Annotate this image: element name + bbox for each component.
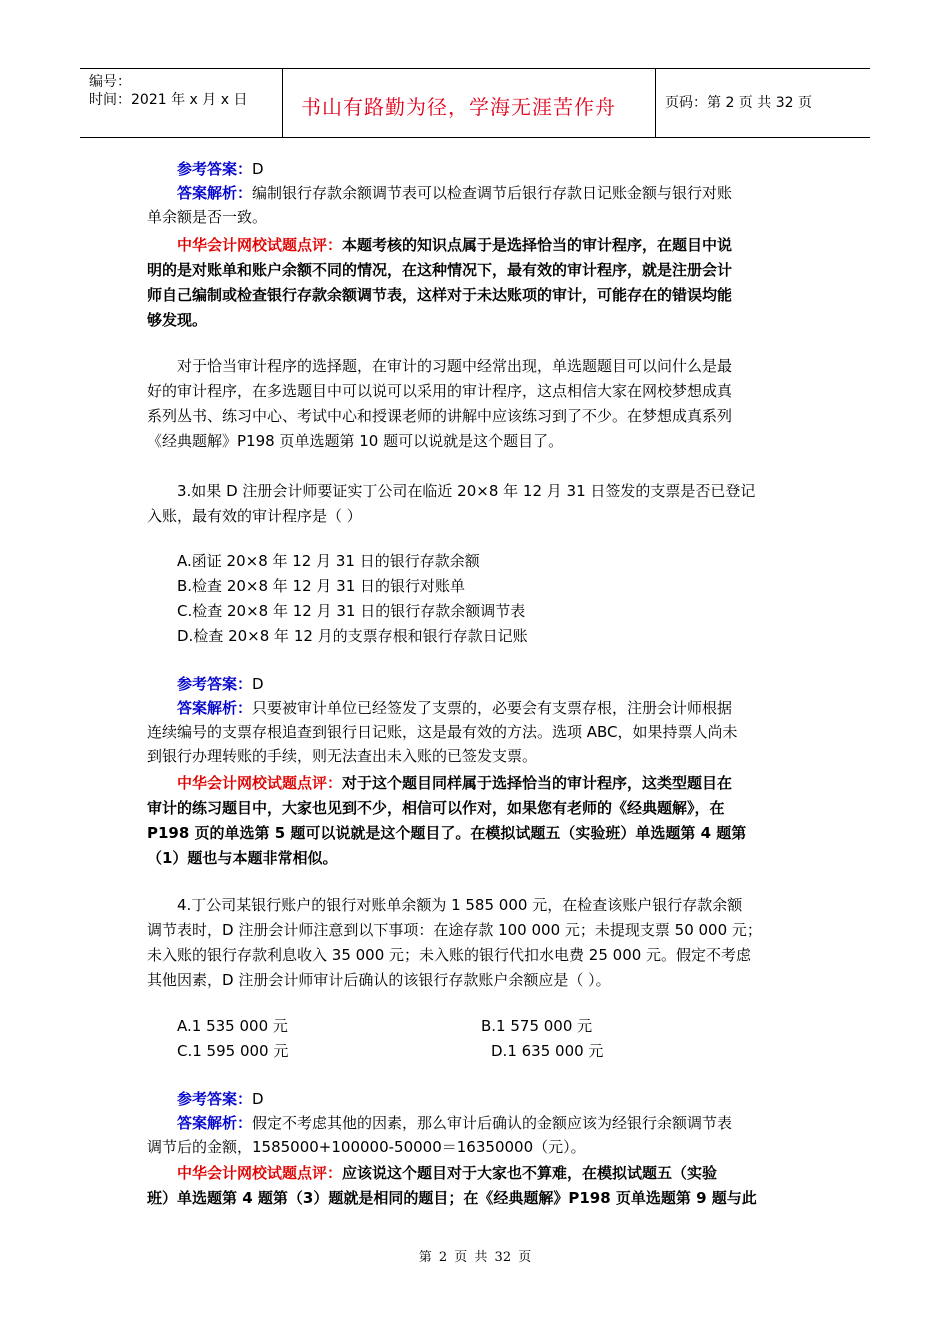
header-meta-cell (80, 69, 283, 137)
q2-comment-line: 中华会计网校试题点评：本题考核的知识点属于是选择恰当的审计程序，在题目中说 (177, 236, 733, 254)
q4-option-b: B.1 575 000 元 (481, 1017, 593, 1035)
ref-answer-value: D (252, 1090, 264, 1108)
header-motto-cell (283, 69, 656, 137)
q3-analysis-line: 答案解析：只要被审计单位已经签发了支票的，必要会有支票存根，注册会计师根据 (177, 699, 733, 717)
q4-stem: 其他因素，D 注册会计师审计后确认的该银行存款账户余额应是（ ）。 (147, 971, 611, 989)
q3-comment-line: 中华会计网校试题点评：对于这个题目同样属于选择恰当的审计程序，这类型题目在 (177, 774, 733, 792)
q3-comment-line: 审计的练习题目中，大家也见到不少，相信可以作对，如果您有老师的《经典题解》，在 (147, 799, 725, 817)
q3-comment-line: P198 页的单选第 5 题可以说就是这个题目了。在模拟试题五（实验班）单选题第 4 题第 (147, 824, 747, 842)
time-label: 时间：2021 年 x 月 x 日 (89, 92, 248, 108)
q4-comment-line: 中华会计网校试题点评：应该说这个题目对于大家也不算难，在模拟试题五（实验 (177, 1164, 718, 1182)
paragraph-line: 系列丛书、练习中心、考试中心和授课老师的讲解中应该练习到了不少。在梦想成真系列 (147, 407, 733, 425)
comment-label: 中华会计网校试题点评： (177, 1164, 343, 1182)
q3-analysis-line: 连续编号的支票存根追查到银行日记账，这是最有效的方法。选项 ABC，如果持票人尚未 (147, 723, 738, 741)
q4-analysis-line: 答案解析：假定不考虑其他的因素，那么审计后确认的金额应该为经银行余额调节表 (177, 1114, 733, 1132)
analysis-label: 答案解析： (177, 1114, 253, 1132)
analysis-label: 答案解析： (177, 699, 253, 717)
q2-comment-line: 够发现。 (147, 311, 208, 329)
q4-stem: 未入账的银行存款利息收入 35 000 元；未入账的银行代扣水电费 25 000 元。假定不考虑 (147, 946, 752, 964)
ref-answer-label: 参考答案： (177, 1090, 253, 1108)
comment-label: 中华会计网校试题点评： (177, 774, 343, 792)
page-header (80, 68, 870, 138)
q2-analysis-line: 单余额是否一致。 (147, 208, 268, 226)
paragraph-line: 《经典题解》P198 页单选题第 10 题可以说就是这个题目了。 (147, 432, 564, 450)
page-info: 页码：第 2 页 共 32 页 (665, 95, 812, 111)
ref-answer-label: 参考答案： (177, 675, 253, 693)
q4-option-c: C.1 595 000 元 (177, 1042, 289, 1060)
comment-label: 中华会计网校试题点评： (177, 236, 343, 254)
q3-stem: 入账，最有效的审计程序是（ ） (147, 507, 362, 525)
ref-answer-label: 参考答案： (177, 160, 253, 178)
ref-answer-value: D (252, 675, 264, 693)
q2-analysis-line: 答案解析：编制银行存款余额调节表可以检查调节后银行存款日记账金额与银行对账 (177, 184, 733, 202)
q2-comment-line: 师自己编制或检查银行存款余额调节表，这样对于未达账项的审计，可能存在的错误均能 (147, 286, 733, 304)
page-footer: 第 2 页 共 32 页 (418, 1250, 532, 1265)
number-label: 编号： (89, 74, 131, 90)
paragraph-line: 对于恰当审计程序的选择题，在审计的习题中经常出现，单选题题目可以问什么是最 (177, 357, 733, 375)
analysis-label: 答案解析： (177, 184, 253, 202)
q3-option-c: C.检查 20×8 年 12 月 31 日的银行存款余额调节表 (177, 602, 526, 620)
paragraph-line: 好的审计程序，在多选题目中可以说可以采用的审计程序，这点相信大家在网校梦想成真 (147, 382, 733, 400)
q4-option-d: D.1 635 000 元 (491, 1042, 604, 1060)
q3-option-b: B.检查 20×8 年 12 月 31 日的银行对账单 (177, 577, 466, 595)
q3-ref-answer (177, 672, 264, 696)
q4-stem: 调节表时，D 注册会计师注意到以下事项：在途存款 100 000 元；未提现支票 50 000 元； (147, 921, 762, 939)
q3-analysis-line: 到银行办理转账的手续，则无法查出未入账的已签发支票。 (147, 747, 538, 765)
q4-stem: 4.丁公司某银行账户的银行对账单余额为 1 585 000 元，在检查该账户银行存款余额 (177, 896, 743, 914)
q3-option-d: D.检查 20×8 年 12 月的支票存根和银行存款日记账 (177, 627, 528, 645)
q4-ref-answer (177, 1087, 264, 1111)
q3-option-a: A.函证 20×8 年 12 月 31 日的银行存款余额 (177, 552, 480, 570)
q4-option-a: A.1 535 000 元 (177, 1017, 288, 1035)
q2-ref-answer (177, 157, 264, 181)
q2-comment-line: 明的是对账单和账户余额不同的情况，在这种情况下，最有效的审计程序，就是注册会计 (147, 261, 733, 279)
q4-comment-line: 班）单选题第 4 题第（3）题就是相同的题目；在《经典题解》P198 页单选题第 9 题与此 (147, 1189, 757, 1207)
q3-stem: 3.如果 D 注册会计师要证实丁公司在临近 20×8 年 12 月 31 日签发的支票是否已登记 (177, 482, 756, 500)
q4-analysis-line: 调节后的金额，1585000+100000-50000＝16350000（元）。 (147, 1138, 586, 1156)
q3-comment-line: （1）题也与本题非常相似。 (147, 849, 338, 867)
motto: 书山有路勤为径，学海无涯苦作舟 (301, 95, 616, 119)
ref-answer-value: D (252, 160, 264, 178)
